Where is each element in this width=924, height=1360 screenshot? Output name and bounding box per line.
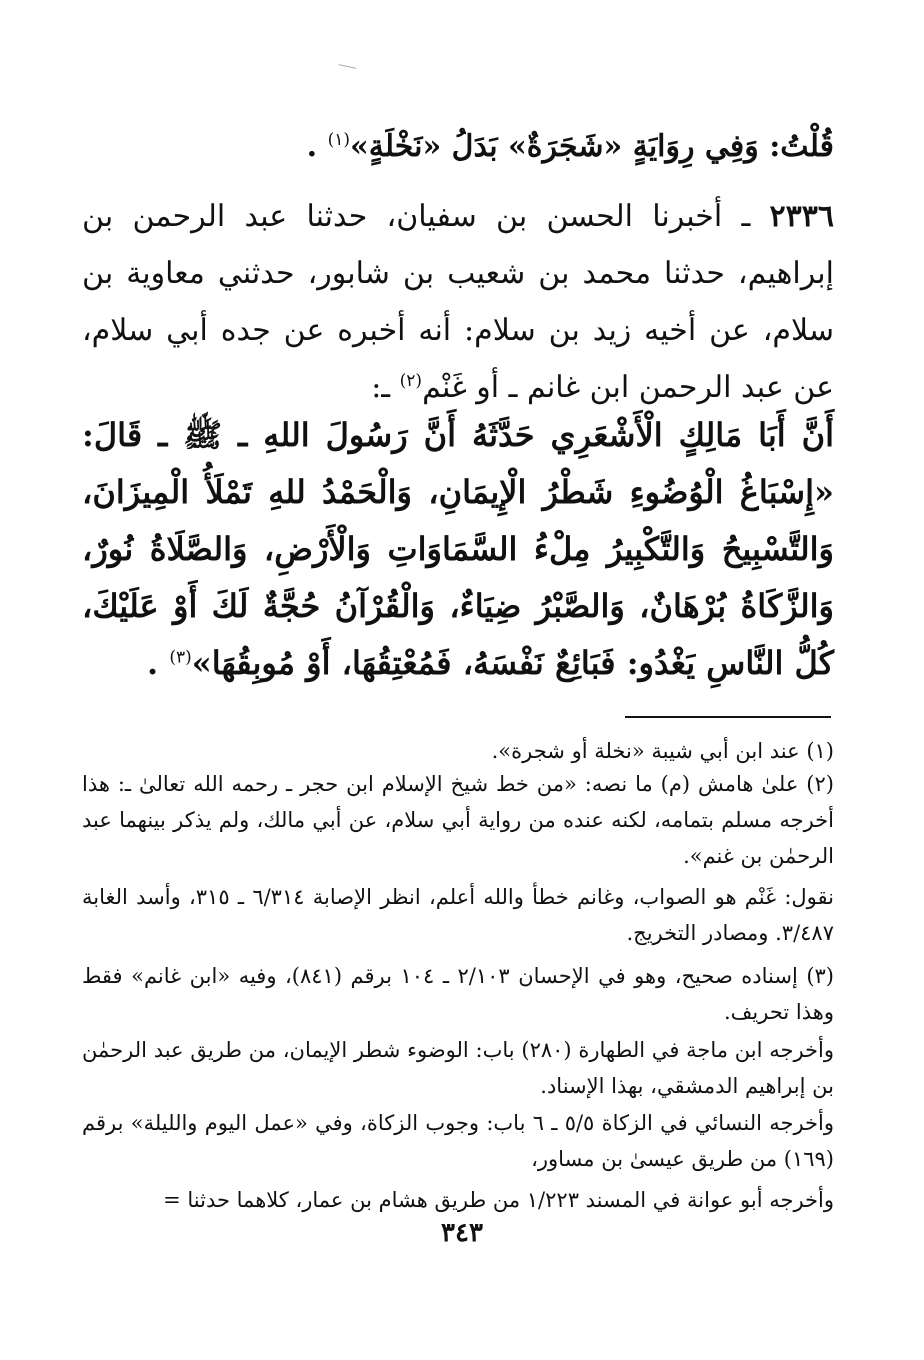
note-end: . (306, 129, 318, 164)
matn-paragraph (82, 407, 834, 692)
scan-mark (338, 64, 357, 73)
footnote-3-abu-awana (82, 1182, 860, 1218)
footnote-text: نقول: غَنْم هو الصواب، وغانم خطأ والله أعلم، انظر الإصابة ٦/٣١٤ ـ ٣١٥، وأسد الغابة ٣/٤٨٧. ومصادر التخريج. (82, 885, 834, 945)
footnote-3 (82, 958, 834, 1030)
isnad-paragraph (82, 188, 834, 416)
footnote-text: (٣) إسناده صحيح، وهو في الإحسان ٢/١٠٣ ـ ١٠٤ برقم (٨٤١)، وفيه «ابن غانم» فقط وهذا تحريف. (82, 964, 834, 1024)
note-footnote-ref: (١) (327, 130, 350, 150)
page-number: ٣٤٣ (441, 1218, 483, 1248)
footnote-text: وأخرجه أبو عوانة في المسند ١/٢٢٣ من طريق هشام بن عمار، كلاهما حدثنا = (163, 1188, 834, 1212)
footnote-separator (625, 716, 831, 718)
footnote-text: (٢) علىٰ هامش (م) ما نصه: «من خط شيخ الإسلام ابن حجر ـ رحمه الله تعالىٰ ـ: هذا أخرجه مسلم بتمامه، لكنه عنده من رواية أبي سلام، عن أبي مالك، ولم يذكر بينهما عبد الرحمٰن بن غنم». (82, 772, 834, 868)
isnad-end: ـ: (371, 370, 391, 405)
isnad-footnote-ref: (٢) (399, 371, 423, 391)
footnote-text: (١) عند ابن أبي شيبة «نخلة أو شجرة». (491, 739, 834, 763)
footnote-text: وأخرجه ابن ماجة في الطهارة (٢٨٠) باب: الوضوء شطر الإيمان، من طريق عبد الرحمٰن بن إبراهيم الدمشقي، بهذا الإسناد. (82, 1038, 834, 1098)
footnote-3-ibn-majah (82, 1032, 860, 1104)
footnote-text: وأخرجه النسائي في الزكاة ٥/٥ ـ ٦ باب: وجوب الزكاة، وفي «عمل اليوم والليلة» برقم (١٦٩) من طريق عيسىٰ بن مساور، (82, 1111, 835, 1171)
footnote-3-nasai (82, 1105, 860, 1177)
hadith-number: ٢٣٣٦ (769, 199, 834, 234)
footnote-2 (82, 766, 834, 874)
footnote-1 (82, 733, 834, 769)
matn-footnote-ref: (٣) (169, 647, 192, 668)
isnad-text: ـ أخبرنا الحسن بن سفيان، حدثنا عبد الرحمن بن إبراهيم، حدثنا محمد بن شعيب بن شابور، حدثني معاوية بن سلام، عن أخيه زيد بن سلام: أنه أخبره عن جده أبي سلام، عن عبد الرحمن ابن غانم ـ أو غَنْم (82, 199, 834, 405)
footnote-2-comment (82, 879, 860, 951)
note-line (82, 118, 834, 175)
matn-end: . (147, 644, 159, 682)
matn-text: أَنَّ أَبَا مَالِكٍ الْأَشْعَرِي حَدَّثَهُ أَنَّ رَسُولَ اللهِ ـ ﷺ ـ قَالَ: «إِسْبَاغُ الْوُضُوءِ شَطْرُ الْإِيمَانِ، وَالْحَمْدُ للهِ تَمْلَأُ الْمِيزَانَ، وَالتَّسْبِيحُ وَالتَّكْبِيرُ مِلْءُ السَّمَاوَاتِ وَالْأَرْضِ، وَالصَّلَاةُ نُورٌ، وَالزَّكَاةُ بُرْهَانٌ، وَالصَّبْرُ ضِيَاءٌ، وَالْقُرْآنُ حُجَّةٌ لَكَ أَوْ عَلَيْكَ، كُلُّ النَّاسِ يَغْدُو: فَبَائِعٌ نَفْسَهُ، فَمُعْتِقُهَا، أَوْ مُوبِقُهَا» (82, 416, 834, 682)
note-text: قُلْتُ: وَفِي رِوَايَةٍ «شَجَرَةٌ» بَدَلُ «نَخْلَةٍ» (350, 129, 834, 164)
